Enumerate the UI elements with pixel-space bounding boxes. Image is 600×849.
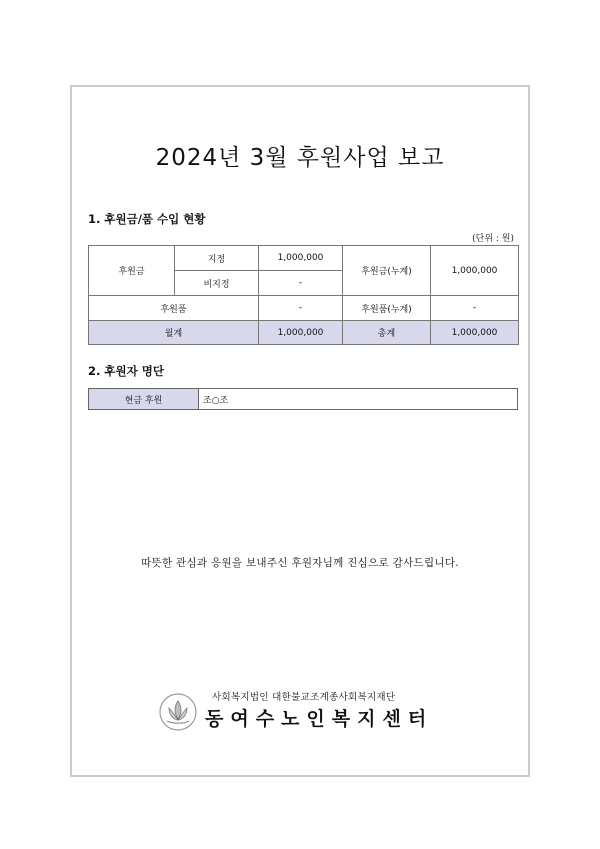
goods-cumulative-value-cell: - [431,296,519,321]
undesignated-label-cell: 비지정 [175,271,259,296]
section-heading-income: 1. 후원금/품 수입 현황 [88,212,206,226]
designated-label-cell: 지정 [175,246,259,271]
center-name: 동여수노인복지센터 [205,708,434,730]
cash-cumulative-value-cell: 1,000,000 [431,246,519,296]
unit-note: (단위 : 원) [472,234,514,244]
page-frame [70,85,530,777]
monthly-total-label-cell: 월계 [89,321,259,345]
donor-name-cell: 조○조 [199,389,518,410]
section-heading-donors: 2. 후원자 명단 [88,364,164,378]
grand-total-label-cell: 총계 [343,321,431,345]
goods-cumulative-label-cell: 후원품(누계) [343,296,431,321]
income-table [88,245,519,345]
goods-label-cell: 후원품 [89,296,259,321]
grand-total-value-cell: 1,000,000 [431,321,519,345]
cash-cumulative-label-cell: 후원금(누계) [343,246,431,296]
donor-table [88,388,518,410]
lotus-icon [158,692,198,732]
document-title: 2024년 3월 후원사업 보고 [155,145,445,171]
donor-type-cell: 현금 후원 [89,389,199,410]
monthly-total-value-cell: 1,000,000 [259,321,343,345]
table-row [89,389,518,410]
cash-label-cell: 후원금 [89,246,175,296]
thanks-message: 따뜻한 관심과 응원을 보내주신 후원자님께 진심으로 감사드립니다. [141,557,459,569]
designated-value-cell: 1,000,000 [259,246,343,271]
undesignated-value-cell: - [259,271,343,296]
table-row [89,246,519,271]
foundation-name: 사회복지법인 대한불교조계종사회복지재단 [212,692,396,703]
goods-value-cell: - [259,296,343,321]
table-row [89,296,519,321]
table-row-total [89,321,519,345]
